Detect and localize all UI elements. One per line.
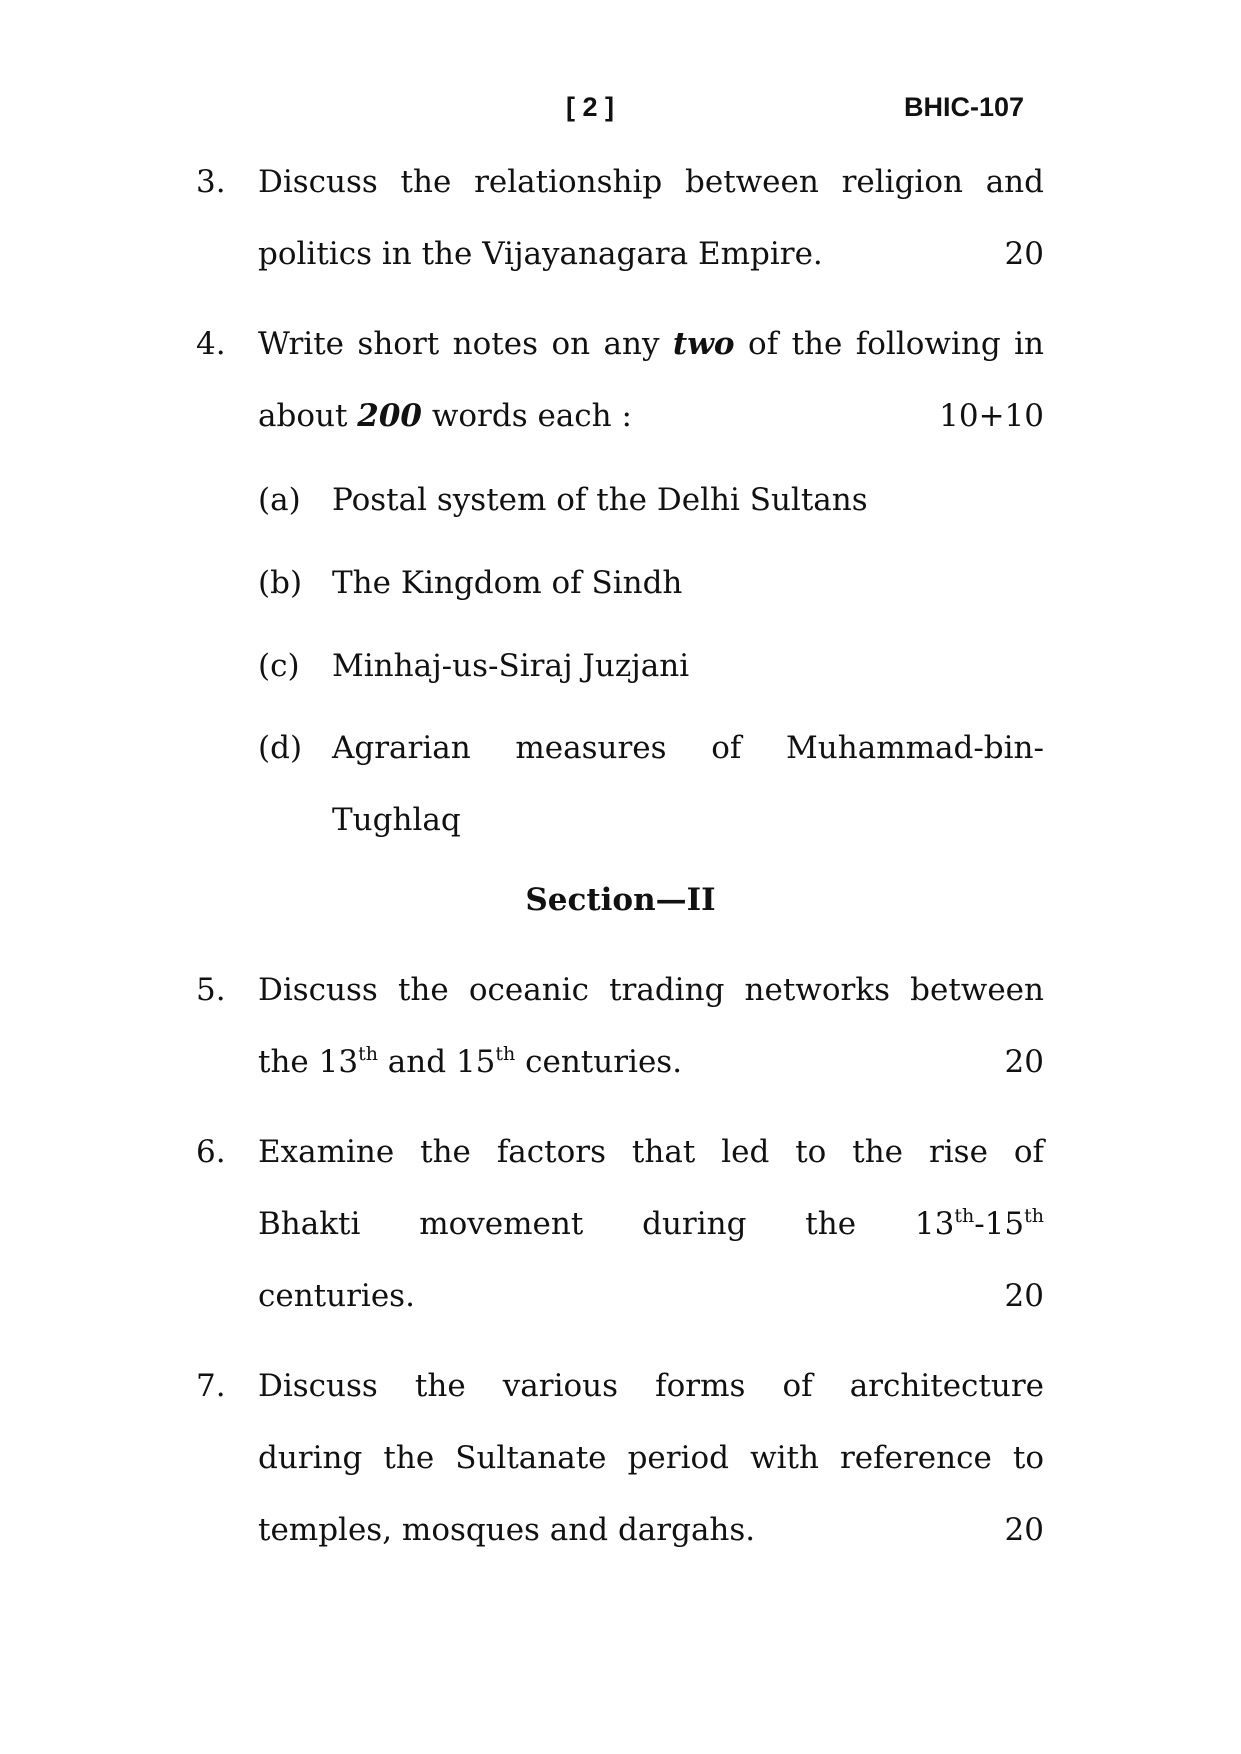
option-label: (c) [258, 648, 300, 684]
question-word: movement [419, 1206, 584, 1242]
option-text: Tughlaq [332, 802, 461, 838]
question-text: words each : [431, 398, 632, 434]
question-text: and 15 [377, 1044, 496, 1080]
superscript: th [1024, 1205, 1044, 1227]
question-text: -15 [974, 1206, 1025, 1242]
question-text-line [258, 1276, 1044, 1316]
question-text: centuries. [515, 1044, 683, 1080]
paper-code: BHIC-107 [904, 92, 1025, 122]
question-text: of the following in [748, 326, 1044, 362]
question-text-line [258, 396, 1044, 436]
question-word: the [805, 1206, 857, 1242]
option-text: Agrarian measures of Muhammad-bin- [332, 730, 1044, 766]
superscript: th [358, 1043, 378, 1065]
question-marks: 20 [1004, 1278, 1044, 1314]
question-text: Discuss the various forms of architecture [258, 1368, 1044, 1404]
question-text: during the Sultanate period with reference to [258, 1440, 1044, 1476]
option-text: Postal system of the Delhi Sultans [332, 482, 868, 518]
option-label: (b) [258, 565, 303, 601]
emphasis-text: two [672, 326, 735, 362]
question-number: 6. [196, 1134, 226, 1170]
emphasis-text: 200 [357, 398, 422, 434]
question-number: 7. [196, 1368, 226, 1404]
question-text: centuries. [258, 1278, 415, 1314]
superscript: th [954, 1205, 975, 1227]
question-marks: 20 [1004, 236, 1044, 272]
question-marks: 20 [1004, 1512, 1044, 1548]
question-text: Write short notes on any [258, 326, 660, 362]
question-text: Discuss the oceanic trading networks between [258, 972, 1044, 1008]
question-number: 4. [196, 326, 226, 362]
question-text: temples, mosques and dargahs. [258, 1512, 756, 1548]
question-text: politics in the Vijayanagara Empire. [258, 236, 823, 272]
question-word: Bhakti [258, 1206, 361, 1242]
question-text: the 13 [258, 1044, 359, 1080]
question-text-line [258, 1204, 1044, 1244]
option-text: Minhaj-us-Siraj Juzjani [332, 648, 690, 684]
question-number: 5. [196, 972, 226, 1008]
question-word [915, 1204, 1044, 1244]
question-text-line [258, 1510, 1044, 1550]
question-marks: 20 [1004, 1044, 1044, 1080]
question-text: about [258, 398, 348, 434]
option-label: (a) [258, 482, 301, 518]
superscript: th [495, 1043, 516, 1065]
question-word: during [642, 1206, 747, 1242]
option-label: (d) [258, 730, 303, 766]
question-text: Examine the factors that led to the rise of [258, 1134, 1044, 1170]
question-text: Discuss the relationship between religion and [258, 164, 1044, 200]
question-text: 13 [914, 1206, 955, 1242]
option-text: The Kingdom of Sindh [332, 565, 683, 601]
question-text-line [258, 1042, 1044, 1082]
section-heading: Section—II [525, 882, 716, 918]
page-number: [ 2 ] [566, 92, 615, 122]
question-text-line [258, 324, 1044, 364]
question-number: 3. [196, 164, 226, 200]
question-text-line [258, 234, 1044, 274]
question-marks: 10+10 [939, 398, 1044, 434]
